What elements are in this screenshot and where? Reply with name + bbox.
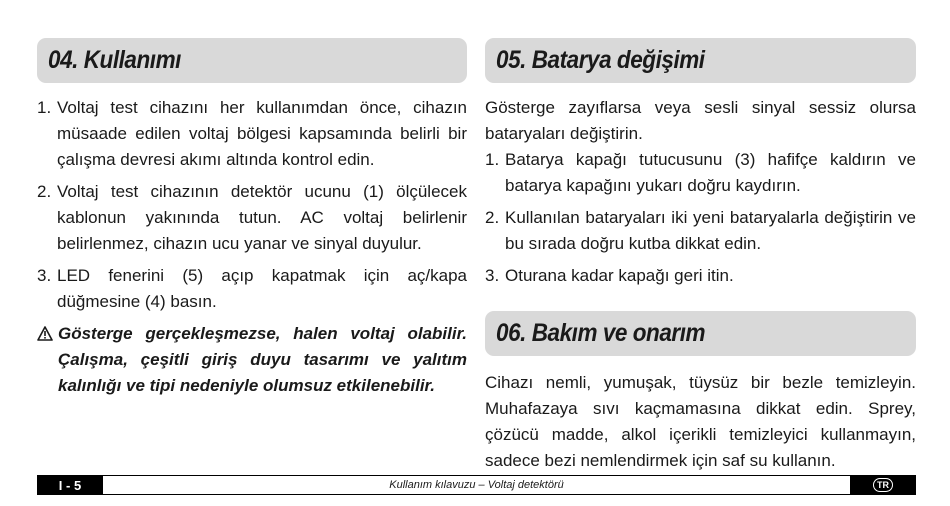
section-title: 06. Bakım ve onarım [496, 319, 706, 347]
page-number: I - 5 [37, 476, 103, 494]
list-item: 1. Voltaj test cihazını her kullanımdan önce, cihazın müsaade edilen voltaj bölgesi kapsamında belirli bir çalışma devresi akımı altında kontrol edin. [37, 98, 467, 169]
list-item: 2. Voltaj test cihazının detektör ucunu (1) ölçülecek kablonun yakınında tutun. AC voltaj belirlenir belirlenmez, cihazın ucu yanar ve sinyal duyulur. [37, 182, 467, 253]
right-column [485, 38, 916, 474]
warning-triangle-icon [37, 326, 53, 341]
footer-title: Kullanım kılavuzu – Voltaj detektörü [389, 479, 564, 491]
usage-steps-list [37, 95, 467, 315]
page-footer [37, 475, 916, 495]
warning-text: Gösterge gerçekleşmezse, halen voltaj olabilir. Çalışma, çeşitli giriş duyu tasarımı ve yalıtım kalınlığı ve tipi nedeniyle olumsuz etkilenebilir. [58, 324, 467, 395]
left-column [37, 38, 467, 399]
list-item: 2. Kullanılan bataryaları iki yeni bataryalarla değiştirin ve bu sırada doğru kutba dikkat edin. [485, 208, 916, 253]
list-item: 3. LED fenerini (5) açıp kapatmak için aç/kapa düğmesine (4) basın. [37, 266, 467, 311]
section-title: 04. Kullanımı [48, 46, 181, 74]
section-title: 05. Batarya değişimi [496, 46, 705, 74]
language-badge: TR [873, 478, 893, 492]
section-header-usage [37, 38, 467, 83]
language-badge-box [850, 476, 916, 494]
section-header-battery [485, 38, 916, 83]
battery-steps-list [485, 147, 916, 289]
care-text: Cihazı nemli, yumuşak, tüysüz bir bezle temizleyin. Muhafazaya sıvı kaçmamasına dikkat edin. Sprey, çözücü madde, alkol içerikli temizleyici kullanmayın, sadece bezi nemlendirmek için saf su kullanın. [485, 373, 916, 470]
warning-note [37, 321, 467, 399]
section-header-care [485, 311, 916, 356]
list-item: 1. Batarya kapağı tutucusunu (3) hafifçe kaldırın ve batarya kapağını yukarı doğru kaydırın. [485, 150, 916, 195]
list-item: 3. Oturana kadar kapağı geri itin. [485, 266, 734, 285]
battery-intro: Gösterge zayıflarsa veya sesli sinyal sessiz olursa bataryaları değiştirin. [485, 98, 916, 143]
